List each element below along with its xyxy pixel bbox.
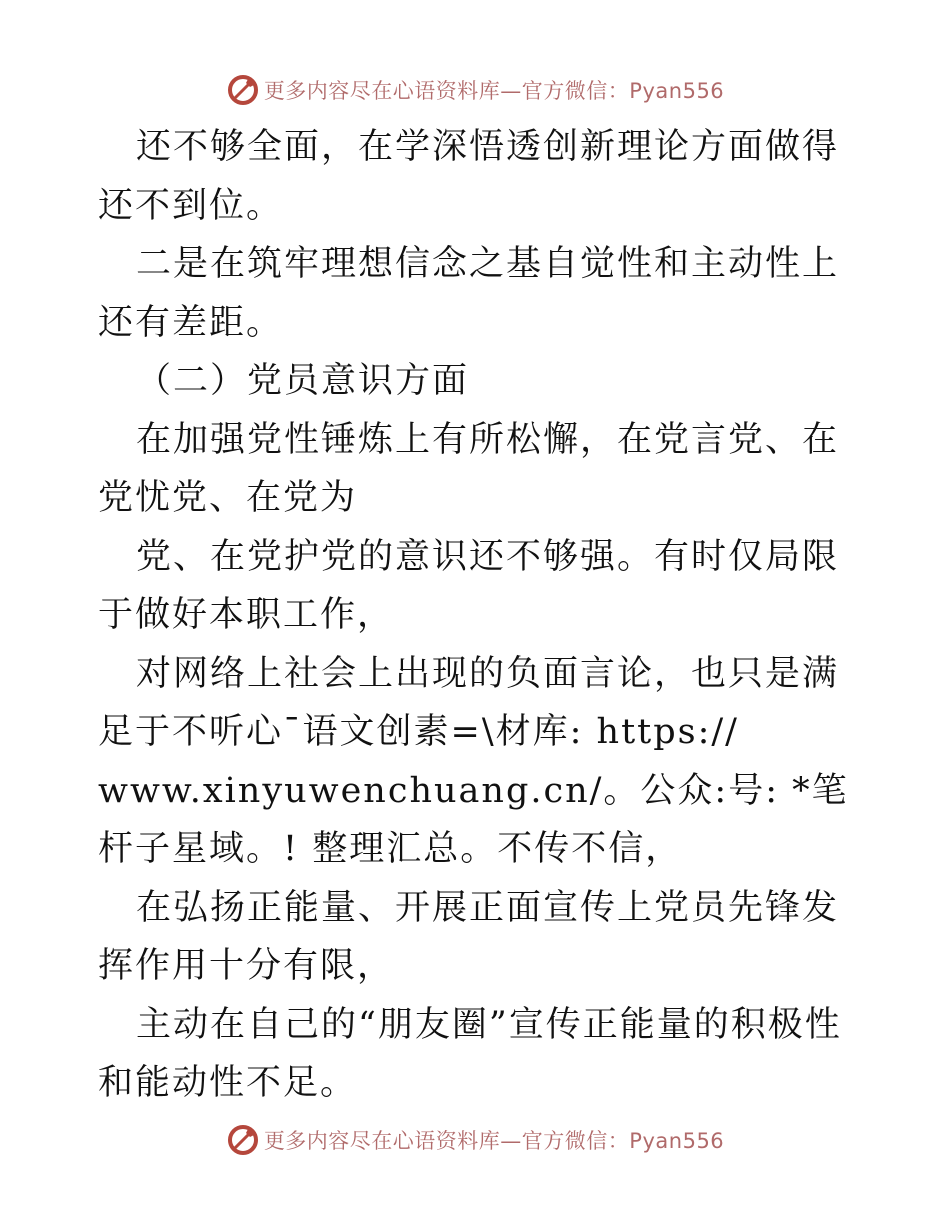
document-body [98,118,858,1113]
header-watermark [0,70,950,110]
footer-watermark-text: 更多内容尽在心语资料库—官方微信：Pyan556 [263,1129,725,1153]
paragraph: 主动在自己的“朋友圈”宣传正能量的积极性和能动性不足。 [98,1004,842,1103]
paragraph: 对网络上社会上出现的负面言论，也只是满足于不听心¯语文创素=\材库: https:// [98,653,840,752]
paragraph: 在弘扬正能量、开展正面宣传上党员先锋发挥作用十分有限， [98,887,840,986]
footer-watermark [0,1120,950,1160]
paragraph: 还不够全面，在学深悟透创新理论方面做得还不到位。 [98,127,840,226]
paragraph: 党、在党护党的意识还不够强。有时仅局限于做好本职工作， [98,536,840,635]
brand-logo-icon [226,73,260,107]
paragraph: www.xinyuwenchuang.cn/。公众:号: *笔杆子星域。! 整理汇总。不传不信， [98,770,849,869]
brand-logo-icon [226,1123,260,1157]
header-watermark-text: 更多内容尽在心语资料库—官方微信：Pyan556 [263,79,725,103]
section-heading: （二）党员意识方面 [136,361,470,401]
paragraph: 在加强党性锤炼上有所松懈，在党言党、在党忧党、在党为 [98,419,840,518]
paragraph: 二是在筑牢理想信念之基自觉性和主动性上还有差距。 [98,244,840,343]
